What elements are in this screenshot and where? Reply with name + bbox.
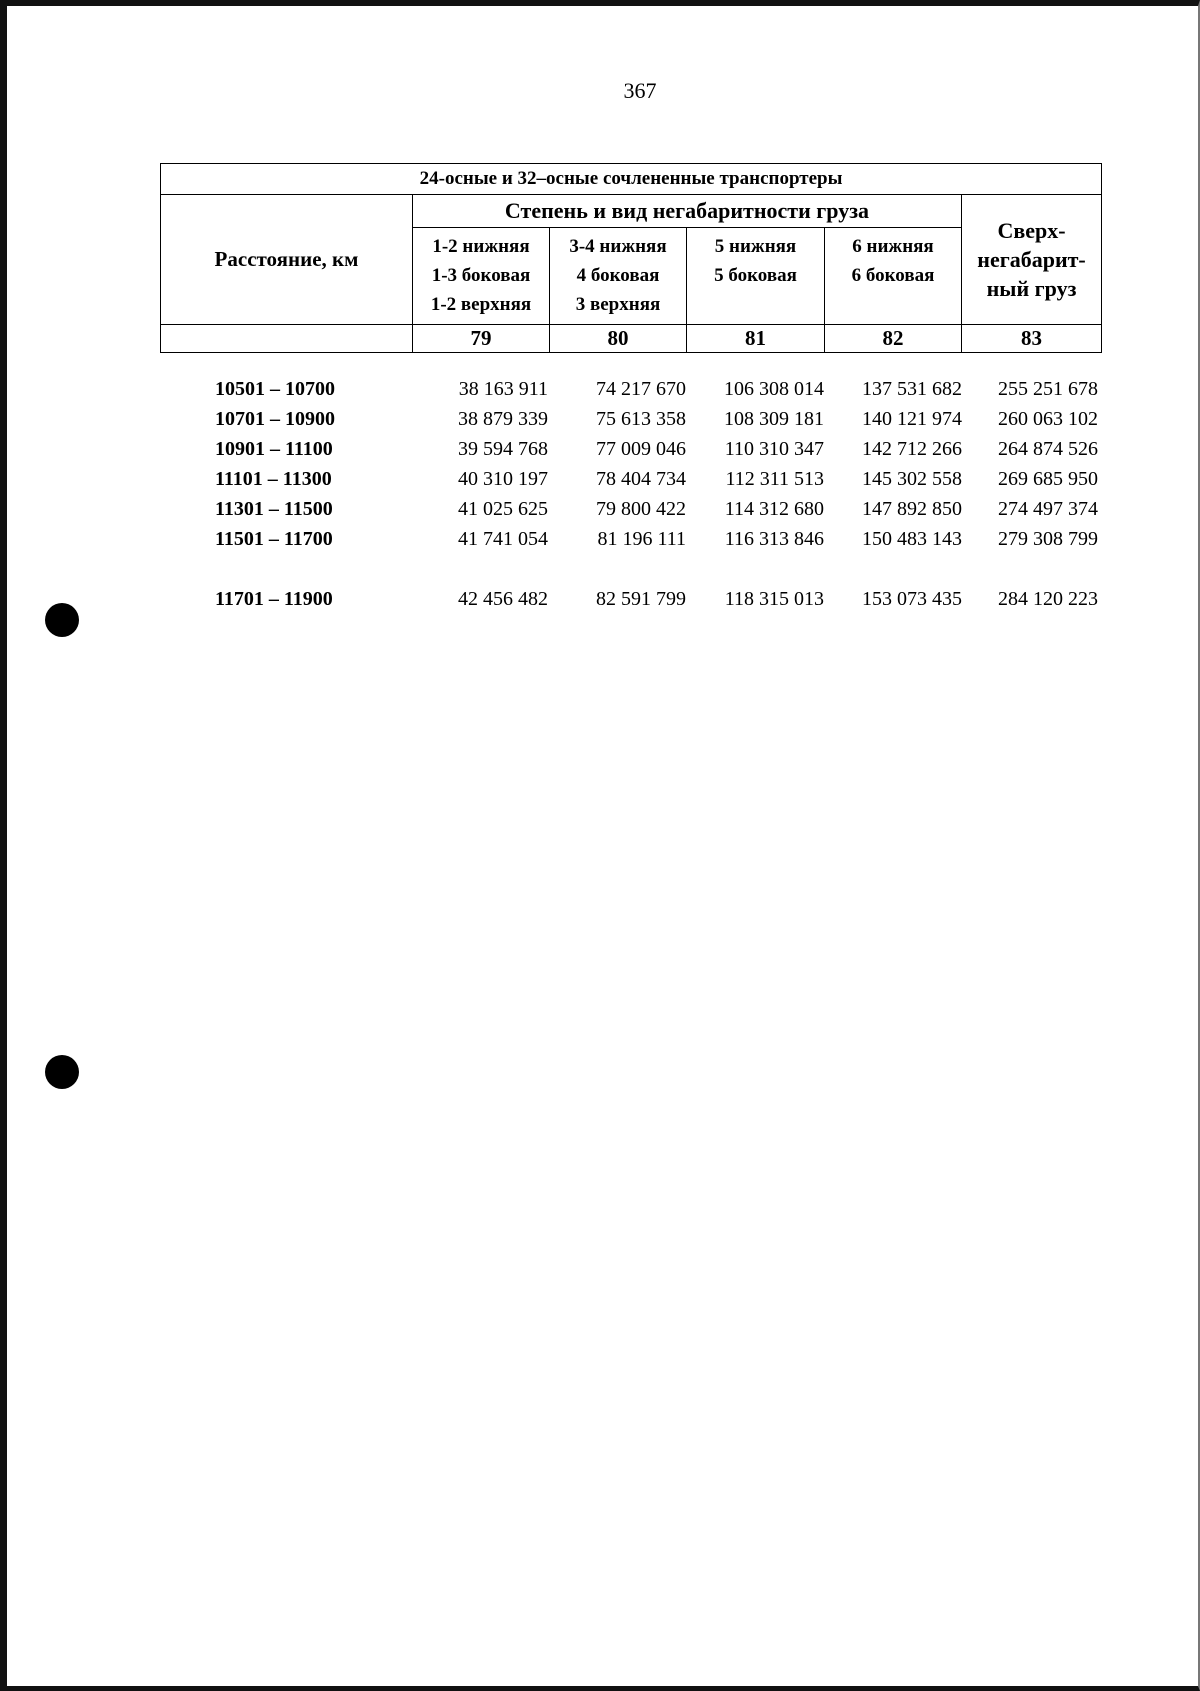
grade-line: 3-4 нижняя: [569, 236, 667, 257]
grade-line: 6 нижняя: [852, 236, 934, 257]
value-cell: 269 685 950: [998, 468, 1098, 490]
oversize-line: Сверх-: [997, 218, 1066, 243]
distance-range: 10901 – 11100: [215, 438, 333, 460]
table-title: 24-осные и 32–осные сочлененные транспортеры: [161, 164, 1102, 195]
value-cell: 106 308 014: [724, 378, 824, 400]
grade-line: 1-3 боковая: [431, 265, 531, 286]
grade-line: 5 нижняя: [714, 236, 797, 257]
value-cell: 142 712 266: [862, 438, 962, 460]
table-row: [160, 588, 1101, 618]
group-header: Степень и вид негабаритности груза: [413, 195, 962, 228]
distance-header: Расстояние, км: [161, 195, 413, 325]
value-cell: 78 404 734: [596, 468, 686, 490]
distance-range: 11501 – 11700: [215, 528, 333, 550]
grade-line: 1-2 нижняя: [432, 236, 530, 257]
distance-range: 11701 – 11900: [215, 588, 333, 610]
table-row: [160, 378, 1101, 408]
value-cell: 153 073 435: [862, 588, 962, 610]
punch-hole-icon: [45, 603, 79, 637]
grade-header-81: [687, 228, 825, 325]
value-cell: 118 315 013: [724, 588, 824, 610]
value-cell: 74 217 670: [596, 378, 686, 400]
value-cell: 112 311 513: [725, 468, 824, 490]
value-cell: 42 456 482: [458, 588, 548, 610]
grade-line: 6 боковая: [851, 265, 935, 286]
value-cell: 38 163 911: [458, 378, 548, 400]
value-cell: 75 613 358: [596, 408, 686, 430]
value-cell: 255 251 678: [998, 378, 1098, 400]
value-cell: 260 063 102: [998, 408, 1098, 430]
grade-line: 4 боковая: [576, 265, 660, 286]
table-row: [160, 438, 1101, 468]
value-cell: 77 009 046: [596, 438, 686, 460]
grade-header-82: [825, 228, 962, 325]
oversize-line: негабарит-: [977, 247, 1086, 272]
column-number: 83: [962, 325, 1102, 353]
table-row: [160, 528, 1101, 558]
value-cell: 140 121 974: [862, 408, 962, 430]
table-row: [160, 498, 1101, 528]
grade-line: 1-2 верхняя: [430, 294, 532, 315]
distance-range: 10501 – 10700: [215, 378, 335, 400]
value-cell: 279 308 799: [998, 528, 1098, 550]
column-number: 81: [687, 325, 825, 353]
value-cell: 110 310 347: [724, 438, 824, 460]
grade-line: 5 боковая: [714, 265, 797, 286]
value-cell: 41 741 054: [458, 528, 548, 550]
value-cell: 81 196 111: [597, 528, 686, 550]
table-row: [160, 408, 1101, 438]
distance-range: 10701 – 10900: [215, 408, 335, 430]
value-cell: 114 312 680: [724, 498, 824, 520]
value-cell: 108 309 181: [724, 408, 824, 430]
column-number: 79: [413, 325, 550, 353]
grade-header-79: [413, 228, 550, 325]
distance-number-cell: [161, 325, 413, 353]
column-number: 82: [825, 325, 962, 353]
header-grid: [160, 163, 1102, 353]
value-cell: 150 483 143: [862, 528, 962, 550]
page-number: 367: [623, 78, 657, 103]
value-cell: 284 120 223: [998, 588, 1098, 610]
value-cell: 41 025 625: [458, 498, 548, 520]
value-cell: 137 531 682: [862, 378, 962, 400]
value-cell: 39 594 768: [458, 438, 548, 460]
value-cell: 147 892 850: [862, 498, 962, 520]
value-cell: 79 800 422: [596, 498, 686, 520]
distance-range: 11101 – 11300: [215, 468, 332, 490]
value-cell: 264 874 526: [998, 438, 1098, 460]
value-cell: 82 591 799: [596, 588, 686, 610]
value-cell: 274 497 374: [998, 498, 1098, 520]
table-header: [160, 163, 1101, 353]
value-cell: 145 302 558: [862, 468, 962, 490]
table-row: [160, 468, 1101, 498]
value-cell: 38 879 339: [458, 408, 548, 430]
value-cell: 40 310 197: [458, 468, 548, 490]
oversize-line: ный груз: [986, 276, 1077, 301]
punch-hole-icon: [45, 1055, 79, 1089]
distance-range: 11301 – 11500: [215, 498, 333, 520]
grade-line: 3 верхняя: [575, 294, 661, 315]
column-number: 80: [550, 325, 687, 353]
grade-header-80: [550, 228, 687, 325]
value-cell: 116 313 846: [724, 528, 824, 550]
oversize-header: [962, 195, 1102, 325]
